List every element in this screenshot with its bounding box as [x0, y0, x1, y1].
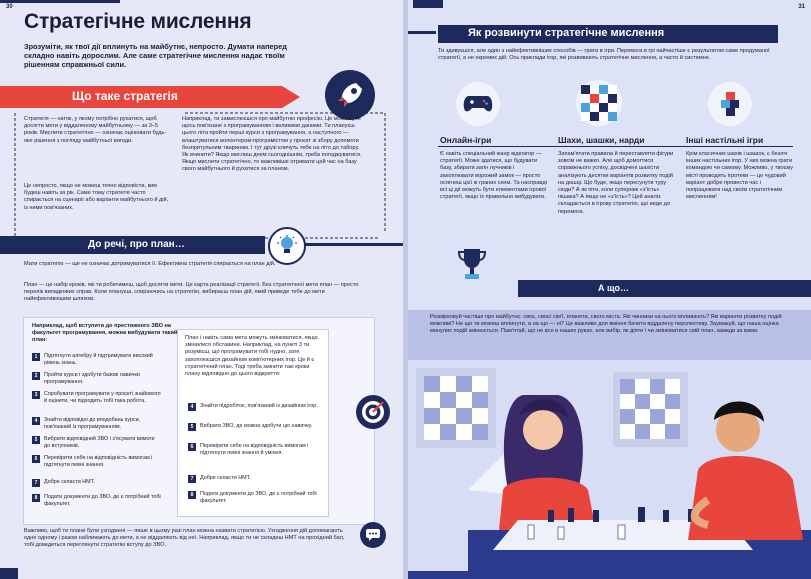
section-heading-develop	[438, 25, 778, 43]
section-heading-plan-text: До речі, про план…	[88, 239, 185, 250]
plan-step: 8 Подати документи до ЗВО, де є потрібний тобі факультет.	[32, 494, 162, 508]
plan-change-intro: План і навіть сама мета можуть змінюватися, якщо змінилися обставини. Наприклад, на пункті 3 ти розумієш, що програмувати тобі нудно, зате захоплюєшся дизайном комп'ютерних ігор. Це й є стратегічний план. Тоді треба змінити такі кроки плану відповідно до цього відкриття:	[185, 335, 318, 378]
bottom-decor-block	[0, 568, 18, 579]
trophy-icon	[456, 247, 488, 281]
lightbulb-icon	[268, 227, 306, 265]
section-heading-strategy	[0, 86, 300, 108]
plan-step: 5 Вибрати відповідний ЗВО і з'ясувати вимоги до вступників.	[32, 436, 162, 450]
strategy-example: Наприклад, ти замислюєшся про майбутню професію. Це може бути щось пов'язане з програмуванням і великими даними. Ти плануєш цього літа пройти перші курси з програмування, а наступного — влаштуватися волонтером-програмістом у проєкт зі збору допомоги безпритульним тваринам. І тут друзі кличуть тебе на літо до табору. Як вчинити? Якщо мислиш днем сьогоднішнім, треба погоджуватися. Якщо мислити стратегічно, то важливіше отримати цей час на базу свого майбутнього й рухатися за планом.	[182, 116, 362, 173]
chess-players-illustration	[408, 360, 811, 579]
bottom-band	[408, 571, 811, 579]
plan-step: 6 Перевірити себе на відповідність вимогам і підтягнути певні знання.	[32, 455, 162, 469]
plan-intro: Мати стратегію — ще не означає дотримуватися її. Ефективна стратегія спирається на план дій.	[24, 261, 276, 267]
game-title-online: Онлайн-ігри	[440, 135, 492, 145]
plan-definition: План — це набір кроків, які ти робитимеш, щоб досягти мети. Це карта реалізації стратегії. Без стратегічної мети план — просто перелік випадкових справ. Коли плануєш, спираючись на стратегію, вибираєш план дій, який приведе тебе до мети найефективнішим шляхом.	[24, 282, 359, 303]
cubes-icon	[708, 82, 752, 126]
plan-steps-a	[32, 353, 172, 518]
plan-step: 4 Знайти відповідні до вподобань курси, пов'язаний із програмуванням.	[32, 417, 162, 431]
game-text-chess: Запам'ятати правила й переставляти фігури зовсім не важко. Але щоб домогтися справжнього успіху, досвідчені шахісти аналізують десятки варіантів розвитку подій на дошці. Що буде, якщо пересунути туру сюди? А як піти, коли суперник «з'їсть» пішака? А якщо не «з'їсть»? Цей аналіз складається в ігрову стратегію, що веде до перемоги.	[558, 151, 674, 215]
plan-step: 7 Добре скласти НМТ.	[32, 479, 162, 487]
page-number-left: 30	[6, 4, 13, 10]
games-divider	[438, 146, 793, 147]
left-page	[0, 0, 403, 579]
gamepad-icon	[456, 82, 500, 126]
section-heading-plan	[0, 236, 265, 254]
lead-paragraph: Зрозуміти, як твої дії вплинуть на майбутнє, непросто. Думати наперед складно навіть дорослим. Але саме стратегічне мислення надає твоїм рішенням справжньої сили.	[24, 42, 287, 69]
section-heading-develop-text: Як розвинути стратегічне мислення	[468, 27, 665, 39]
section-heading-strategy-text: Що таке стратегія	[72, 89, 178, 103]
develop-heading-line	[408, 31, 436, 34]
aside-heading-text: А що…	[598, 283, 629, 293]
footer-note: Важливо, щоб ти плани були узгоджені — лише в цьому разі план можна назвати стратегією. Узгодження дій допомагають одне одному і разом наближають до мети, а не віддаляють від неї. Наприклад, якщо ти не складеш НМТ на прохідний бал, тобі доведеться переглянути стратегію вступу до ЗВО.	[24, 528, 345, 549]
chessboard-icon	[576, 80, 622, 126]
game-title-board: Інші настільні ігри	[686, 135, 764, 145]
plan-step: 2 Пройти курси і здобути базові навички програмування.	[32, 372, 162, 386]
right-page	[408, 0, 811, 579]
game-text-board: Крім класичних шахів і шашок, є безліч інших настільних ігор. У них можна грати командою чи самому. Можливо, у твоєму місті проводять ігротеки — це чудовий варіант добре провести час і попрацювати над своїм стратегічним мисленням!	[686, 151, 794, 201]
strategy-definition: Стратегія — натяк, у якому потрібно рухатися, щоб досягти мети у віддаленому майбутньому — за 3–5 років. Мислити стратегічно — означає оцінювати будь-яке рішення з погляду майбутньої вигоди.	[24, 116, 167, 144]
target-icon	[356, 395, 390, 429]
page-title: Стратегічне мислення	[24, 10, 252, 33]
game-text-online: Є навіть спеціальний жанр відеоігор — стратегії. Може здатися, що будувати базу, збирати загін лучників і захоплювати ворожий замок — просто осягнеш цієї ж граних схем. Та насправді всі ці дії можуть бути елементами ігрової стратегії, якщо їх правильно вибудувати.	[440, 151, 547, 201]
top-decor-bar	[0, 0, 120, 3]
game-title-chess: Шахи, шашки, нарди	[558, 135, 645, 145]
plan-step: 3 Спробувати програмувати у проєкті знайомого й оцінити, чи підходить тобі така робота.	[32, 391, 162, 412]
page-number-right: 31	[798, 4, 805, 10]
develop-intro: Ти здивуєшся, але один з найефективніших способів — грати в ігри. Перемога в грі найчастіше є результатом саме продуманої стратегії, а не окремих дій. Ось приклади ігор, які розвивають стратегічне мислення, а часто й системне.	[438, 48, 770, 62]
aside-text: Розмірковуй частіше про майбутнє: своє, своєї сім'ї, планети, свого міста. Які чинники на нього впливають? Які варіанти розвитку подій можливі? Не що ти можеш вплинути, а на що — ні? Це важливо для вміння бачити віддалену перспективу. Зауважуй, що наша оцінка минулих подій змінюється. Пам'ятай, що не все в наших руках, але вибір, як діяти і чи змінюватися свій план, завжди за вами.	[430, 314, 782, 335]
strategy-scenarios: Це непросто, якщо не можеш точно відповісти, ким будеш навіть за рік. Саме тому стратегія часто спирається на сценарії або варіанти майбутнього й дій, із ними пов'язаних.	[24, 183, 169, 211]
aside-heading	[518, 280, 811, 297]
plan-steps-b: 4 Знайти підробіток, пов'язаний із дизайном ігор. 5 Вибрати ЗВО, де можна здобути цю навичку. 6 Перевірити себе на відповідність вимогам і підтягнути певні знання й уміння. 7 Добре скласти НМТ. 8 Подати документи до ЗВО, де є потрібний тобі факультет.	[188, 403, 328, 513]
top-decor-block	[413, 0, 443, 8]
plan-heading-line	[305, 243, 403, 246]
plan-box-intro: Наприклад, щоб вступити до престижного ЗВО на факультет програмування, можна вибудувати такий план:	[32, 323, 178, 344]
plan-step: 1 Підтягнути алгебру й підтримувати високий рівень знань.	[32, 353, 162, 367]
chat-icon	[360, 522, 386, 548]
